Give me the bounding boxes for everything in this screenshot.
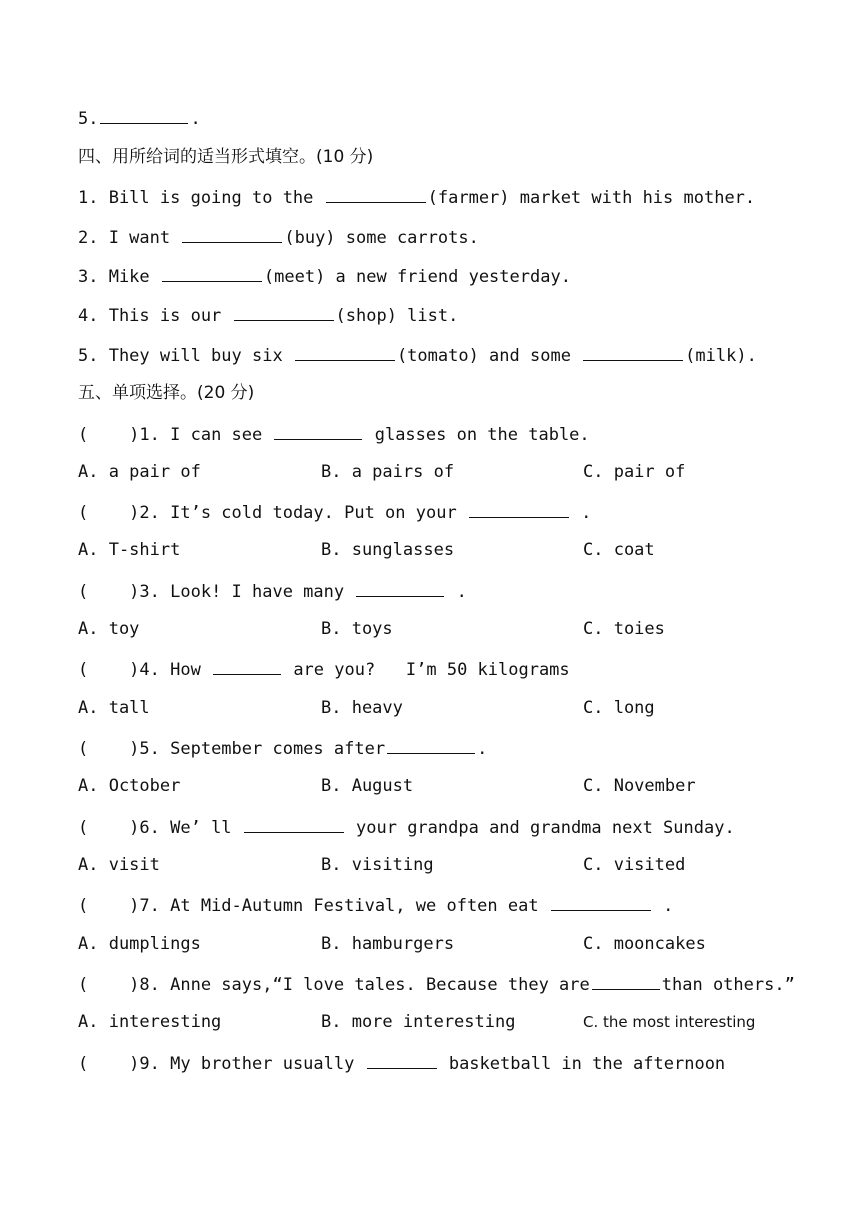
option-a[interactable]: A. tall bbox=[78, 698, 150, 718]
option-b[interactable]: B. toys bbox=[321, 619, 393, 639]
option-a[interactable]: A. October bbox=[78, 776, 181, 796]
answer-blank[interactable] bbox=[213, 656, 281, 675]
section-4-heading: 四、用所给词的适当形式填空。(10 分) bbox=[78, 147, 374, 167]
fill-item-5: 5. They will buy six (tomato) and some (milk). bbox=[78, 342, 757, 366]
fill-item-2: 2. I want (buy) some carrots. bbox=[78, 224, 479, 248]
answer-paren[interactable]: ( ) bbox=[78, 1054, 140, 1074]
answer-blank[interactable] bbox=[100, 105, 188, 124]
answer-blank[interactable] bbox=[234, 302, 334, 321]
option-c[interactable]: C. toies bbox=[583, 619, 665, 639]
answer-blank[interactable] bbox=[295, 342, 395, 361]
question-4: ( )4. How are you? I’m 50 kilograms bbox=[78, 656, 570, 680]
answer-blank[interactable] bbox=[244, 814, 344, 833]
question-6: ( )6. We’ ll your grandpa and grandma next Sunday. bbox=[78, 814, 735, 838]
option-c[interactable]: C. pair of bbox=[583, 462, 686, 482]
option-c[interactable]: C. coat bbox=[583, 540, 655, 560]
option-b[interactable]: B. August bbox=[321, 776, 414, 796]
answer-paren[interactable]: ( ) bbox=[78, 896, 140, 916]
option-a[interactable]: A. a pair of bbox=[78, 462, 201, 482]
option-a[interactable]: A. T-shirt bbox=[78, 540, 181, 560]
question-1: ( )1. I can see glasses on the table. bbox=[78, 421, 590, 445]
question-3: ( )3. Look! I have many . bbox=[78, 578, 467, 602]
answer-blank[interactable] bbox=[387, 735, 475, 754]
option-c[interactable]: C. the most interesting bbox=[583, 1013, 756, 1031]
option-b[interactable]: B. heavy bbox=[321, 698, 403, 718]
answer-paren[interactable]: ( ) bbox=[78, 425, 140, 445]
option-a[interactable]: A. interesting bbox=[78, 1012, 222, 1032]
option-c[interactable]: C. long bbox=[583, 698, 655, 718]
option-a[interactable]: A. dumplings bbox=[78, 934, 201, 954]
answer-blank[interactable] bbox=[274, 421, 362, 440]
fill-item-5-previous: 5. . bbox=[78, 105, 201, 129]
question-5: ( )5. September comes after . bbox=[78, 735, 487, 759]
answer-blank[interactable] bbox=[367, 1050, 437, 1069]
option-b[interactable]: B. visiting bbox=[321, 855, 434, 875]
fill-item-4: 4. This is our (shop) list. bbox=[78, 302, 458, 326]
answer-blank[interactable] bbox=[326, 184, 426, 203]
option-a[interactable]: A. toy bbox=[78, 619, 140, 639]
question-7: ( )7. At Mid-Autumn Festival, we often eat . bbox=[78, 892, 673, 916]
answer-paren[interactable]: ( ) bbox=[78, 818, 140, 838]
question-8: ( )8. Anne says,“I love tales. Because they are than others.” bbox=[78, 971, 795, 995]
option-b[interactable]: B. hamburgers bbox=[321, 934, 455, 954]
answer-paren[interactable]: ( ) bbox=[78, 582, 140, 602]
fill-item-1: 1. Bill is going to the (farmer) market with his mother. bbox=[78, 184, 755, 208]
answer-blank[interactable] bbox=[592, 971, 660, 990]
question-9: ( )9. My brother usually basketball in the afternoon bbox=[78, 1050, 725, 1074]
answer-blank[interactable] bbox=[583, 342, 683, 361]
section-5-heading: 五、单项选择。(20 分) bbox=[78, 383, 255, 403]
option-c[interactable]: C. mooncakes bbox=[583, 934, 706, 954]
option-c[interactable]: C. visited bbox=[583, 855, 686, 875]
option-b[interactable]: B. a pairs of bbox=[321, 462, 455, 482]
answer-blank[interactable] bbox=[162, 263, 262, 282]
answer-blank[interactable] bbox=[551, 892, 651, 911]
answer-paren[interactable]: ( ) bbox=[78, 660, 140, 680]
option-a[interactable]: A. visit bbox=[78, 855, 160, 875]
fill-item-3: 3. Mike (meet) a new friend yesterday. bbox=[78, 263, 571, 287]
answer-paren[interactable]: ( ) bbox=[78, 975, 140, 995]
option-c[interactable]: C. November bbox=[583, 776, 696, 796]
option-b[interactable]: B. sunglasses bbox=[321, 540, 455, 560]
answer-blank[interactable] bbox=[469, 499, 569, 518]
answer-blank[interactable] bbox=[356, 578, 444, 597]
answer-paren[interactable]: ( ) bbox=[78, 739, 140, 759]
answer-paren[interactable]: ( ) bbox=[78, 503, 140, 523]
question-2: ( )2. It’s cold today. Put on your . bbox=[78, 499, 591, 523]
answer-blank[interactable] bbox=[182, 224, 282, 243]
option-b[interactable]: B. more interesting bbox=[321, 1012, 516, 1032]
